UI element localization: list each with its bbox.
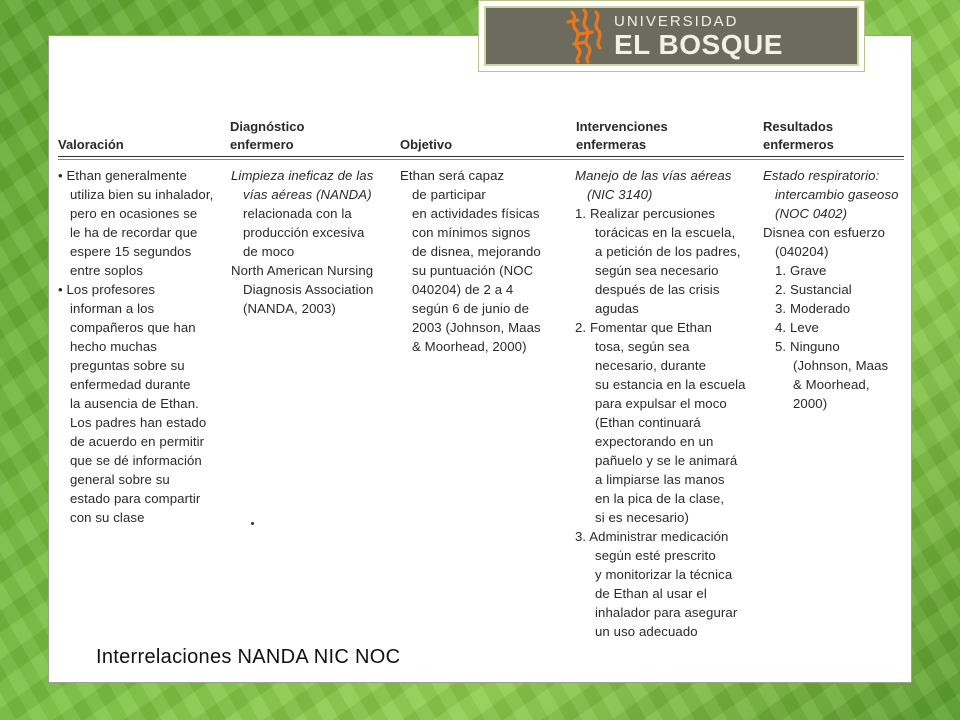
intervenciones-line: 1. Realizar percusiones bbox=[575, 206, 716, 221]
header-resultados-line1: Resultados bbox=[763, 119, 834, 134]
logo-text bbox=[614, 14, 783, 59]
valoracion-line: • Los profesores bbox=[58, 282, 156, 297]
objetivo-line: & Moorhead, 2000) bbox=[412, 339, 527, 354]
intervenciones-line: 3. Administrar medicación bbox=[575, 529, 729, 544]
resultados-line: 3. Moderado bbox=[775, 301, 851, 316]
header-resultados-line2: enfermeros bbox=[763, 137, 834, 152]
intervenciones-cell bbox=[575, 166, 761, 641]
header-intervenciones bbox=[576, 118, 668, 154]
valoracion-line: enfermedad durante bbox=[70, 377, 191, 392]
intervenciones-line: torácicas en la escuela, bbox=[595, 225, 736, 240]
diagnostico-line: North American Nursing bbox=[231, 263, 374, 278]
intervenciones-line: a petición de los padres, bbox=[595, 244, 741, 259]
resultados-line: Estado respiratorio: bbox=[763, 168, 880, 183]
resultados-line: 4. Leve bbox=[775, 320, 819, 335]
header-diagnostico-line2: enfermero bbox=[230, 137, 294, 152]
valoracion-cell bbox=[58, 166, 226, 527]
valoracion-line: • Ethan generalmente bbox=[58, 168, 188, 183]
intervenciones-line: Manejo de las vías aéreas bbox=[575, 168, 732, 183]
objetivo-line: 2003 (Johnson, Maas bbox=[412, 320, 541, 335]
objetivo-line: con mínimos signos bbox=[412, 225, 531, 240]
resultados-cell bbox=[763, 166, 906, 413]
intervenciones-line: en la pica de la clase, bbox=[595, 491, 725, 506]
diagnostico-cell bbox=[231, 166, 397, 318]
header-rule-secondary bbox=[58, 159, 904, 160]
valoracion-line: estado para compartir bbox=[70, 491, 201, 506]
valoracion-line: la ausencia de Ethan. bbox=[70, 396, 199, 411]
diagnostico-line: (NANDA, 2003) bbox=[243, 301, 336, 316]
intervenciones-line: inhalador para asegurar bbox=[595, 605, 738, 620]
intervenciones-line: después de las crisis bbox=[595, 282, 720, 297]
header-intervenciones-line2: enfermeras bbox=[576, 137, 647, 152]
resultados-line: (NOC 0402) bbox=[775, 206, 848, 221]
slide-caption: Interrelaciones NANDA NIC NOC bbox=[96, 646, 401, 668]
objetivo-line: su puntuación (NOC bbox=[412, 263, 534, 278]
intervenciones-line: necesario, durante bbox=[595, 358, 707, 373]
diagnostico-line: de moco bbox=[243, 244, 295, 259]
valoracion-line: que se dé información bbox=[70, 453, 202, 468]
objetivo-line: 040204) de 2 a 4 bbox=[412, 282, 514, 297]
stray-dot bbox=[251, 522, 254, 525]
care-plan-table bbox=[58, 118, 906, 639]
resultados-line: 5. Ninguno bbox=[775, 339, 840, 354]
intervenciones-line: 2. Fomentar que Ethan bbox=[575, 320, 712, 335]
header-intervenciones-line1: Intervenciones bbox=[576, 119, 668, 134]
header-objetivo: Objetivo bbox=[400, 137, 453, 152]
intervenciones-line: según sea necesario bbox=[595, 263, 719, 278]
valoracion-line: compañeros que han bbox=[70, 320, 196, 335]
valoracion-line: con su clase bbox=[70, 510, 145, 525]
objetivo-cell bbox=[400, 166, 570, 356]
university-logo bbox=[478, 0, 865, 72]
intervenciones-line: según esté prescrito bbox=[595, 548, 716, 563]
diagnostico-line: vías aéreas (NANDA) bbox=[243, 187, 372, 202]
intervenciones-line: su estancia en la escuela bbox=[595, 377, 746, 392]
header-resultados bbox=[763, 118, 834, 154]
intervenciones-line: a limpiarse las manos bbox=[595, 472, 725, 487]
resultados-line: 2000) bbox=[793, 396, 828, 411]
valoracion-line: preguntas sobre su bbox=[70, 358, 185, 373]
objetivo-line: en actividades físicas bbox=[412, 206, 540, 221]
valoracion-line: de acuerdo en permitir bbox=[70, 434, 205, 449]
resultados-line: 2. Sustancial bbox=[775, 282, 852, 297]
resultados-line: (040204) bbox=[775, 244, 829, 259]
resultados-line: & Moorhead, bbox=[793, 377, 870, 392]
logo-box bbox=[484, 6, 859, 66]
intervenciones-line: (Ethan continuará bbox=[595, 415, 701, 430]
valoracion-line: hecho muchas bbox=[70, 339, 157, 354]
intervenciones-line: (NIC 3140) bbox=[587, 187, 653, 202]
valoracion-line: pero en ocasiones se bbox=[70, 206, 198, 221]
header-valoracion: Valoración bbox=[58, 137, 124, 152]
diagnostico-line: relacionada con la bbox=[243, 206, 352, 221]
intervenciones-line: agudas bbox=[595, 301, 639, 316]
resultados-line: intercambio gaseoso bbox=[775, 187, 899, 202]
valoracion-line: espere 15 segundos bbox=[70, 244, 192, 259]
header-diagnostico bbox=[230, 118, 304, 154]
intervenciones-line: un uso adecuado bbox=[595, 624, 698, 639]
resultados-line: Disnea con esfuerzo bbox=[763, 225, 886, 240]
intervenciones-line: tosa, según sea bbox=[595, 339, 690, 354]
resultados-line: 1. Grave bbox=[775, 263, 827, 278]
intervenciones-line: expectorando en un bbox=[595, 434, 714, 449]
intervenciones-line: si es necesario) bbox=[595, 510, 689, 525]
objetivo-line: Ethan será capaz bbox=[400, 168, 505, 183]
valoracion-line: informan a los bbox=[70, 301, 155, 316]
logo-line-el-bosque: EL BOSQUE bbox=[614, 28, 783, 60]
valoracion-line: entre soplos bbox=[70, 263, 144, 278]
intervenciones-line: pañuelo y se le animará bbox=[595, 453, 738, 468]
header-diagnostico-line1: Diagnóstico bbox=[230, 119, 305, 134]
university-emblem-icon bbox=[564, 8, 604, 64]
objetivo-line: según 6 de junio de bbox=[412, 301, 530, 316]
logo-line-universidad: UNIVERSIDAD bbox=[614, 12, 739, 30]
intervenciones-line: y monitorizar la técnica bbox=[595, 567, 733, 582]
objetivo-line: de participar bbox=[412, 187, 486, 202]
header-rule bbox=[58, 156, 904, 157]
diagnostico-line: producción excesiva bbox=[243, 225, 365, 240]
diagnostico-line: Limpieza ineficaz de las bbox=[231, 168, 374, 183]
valoracion-line: le ha de recordar que bbox=[70, 225, 198, 240]
intervenciones-line: de Ethan al usar el bbox=[595, 586, 707, 601]
objetivo-line: de disnea, mejorando bbox=[412, 244, 541, 259]
valoracion-line: general sobre su bbox=[70, 472, 170, 487]
resultados-line: (Johnson, Maas bbox=[793, 358, 889, 373]
valoracion-line: utiliza bien su inhalador, bbox=[70, 187, 214, 202]
valoracion-line: Los padres han estado bbox=[70, 415, 207, 430]
intervenciones-line: para expulsar el moco bbox=[595, 396, 727, 411]
diagnostico-line: Diagnosis Association bbox=[243, 282, 374, 297]
